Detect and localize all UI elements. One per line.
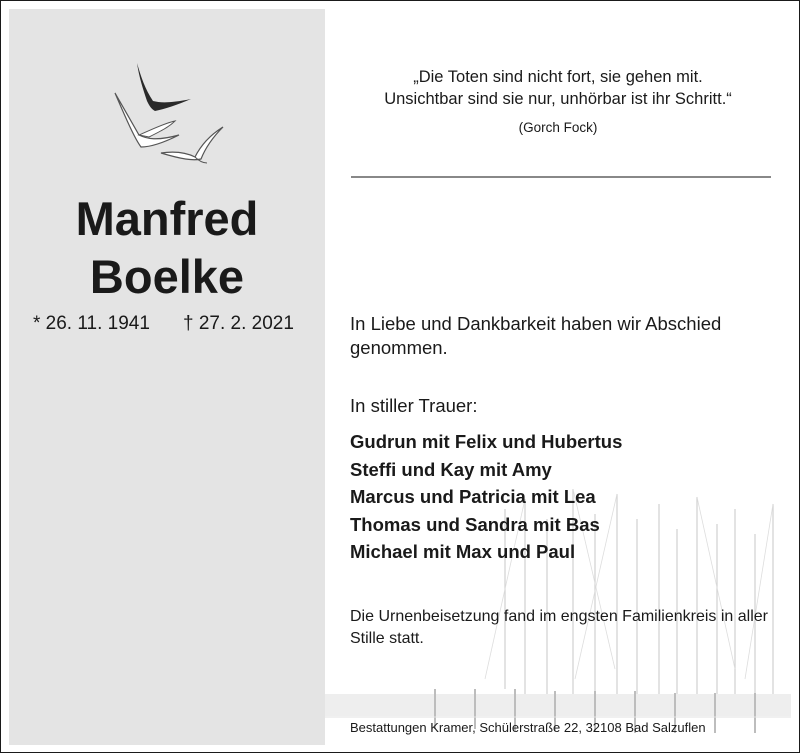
seagulls-illustration [109, 59, 239, 169]
deceased-first-name: Manfred [75, 192, 259, 245]
quote-line-1: „Die Toten sind nicht fort, sie gehen mit. [413, 68, 703, 86]
burial-note: Die Urnenbeisetzung fand im engsten Familienkreis in aller Stille statt. [350, 608, 768, 647]
mourning-intro: In stiller Trauer: [350, 395, 478, 416]
memorial-quote [325, 66, 791, 110]
mourner-line: Marcus und Patricia mit Lea [350, 486, 596, 507]
mourners-list [350, 428, 622, 566]
deceased-last-name: Boelke [89, 250, 245, 303]
divider [351, 176, 771, 178]
quote-line-2: Unsichtbar sind sie nur, unhörbar ist ihr Schritt.“ [384, 90, 732, 108]
mourner-line: Steffi und Kay mit Amy [350, 458, 552, 480]
birth-date: * 26. 11. 1941 [33, 313, 150, 334]
mourner-line: Gudrun mit Felix und Hubertus [350, 431, 623, 452]
mourner-line: Thomas und Sandra mit Bas [350, 513, 600, 535]
quote-author: (Gorch Fock) [518, 120, 598, 135]
mourner-line: Michael mit Max und Paul [350, 541, 576, 562]
funeral-home-info: Bestattungen Kramer, Schülerstraße 22, 32108 Bad Salzuflen [350, 720, 706, 735]
right-panel [325, 9, 791, 745]
farewell-text: In Liebe und Dankbarkeit haben wir Abschied genommen. [350, 313, 722, 358]
death-date: † 27. 2. 2021 [183, 313, 294, 334]
left-panel [9, 9, 325, 745]
